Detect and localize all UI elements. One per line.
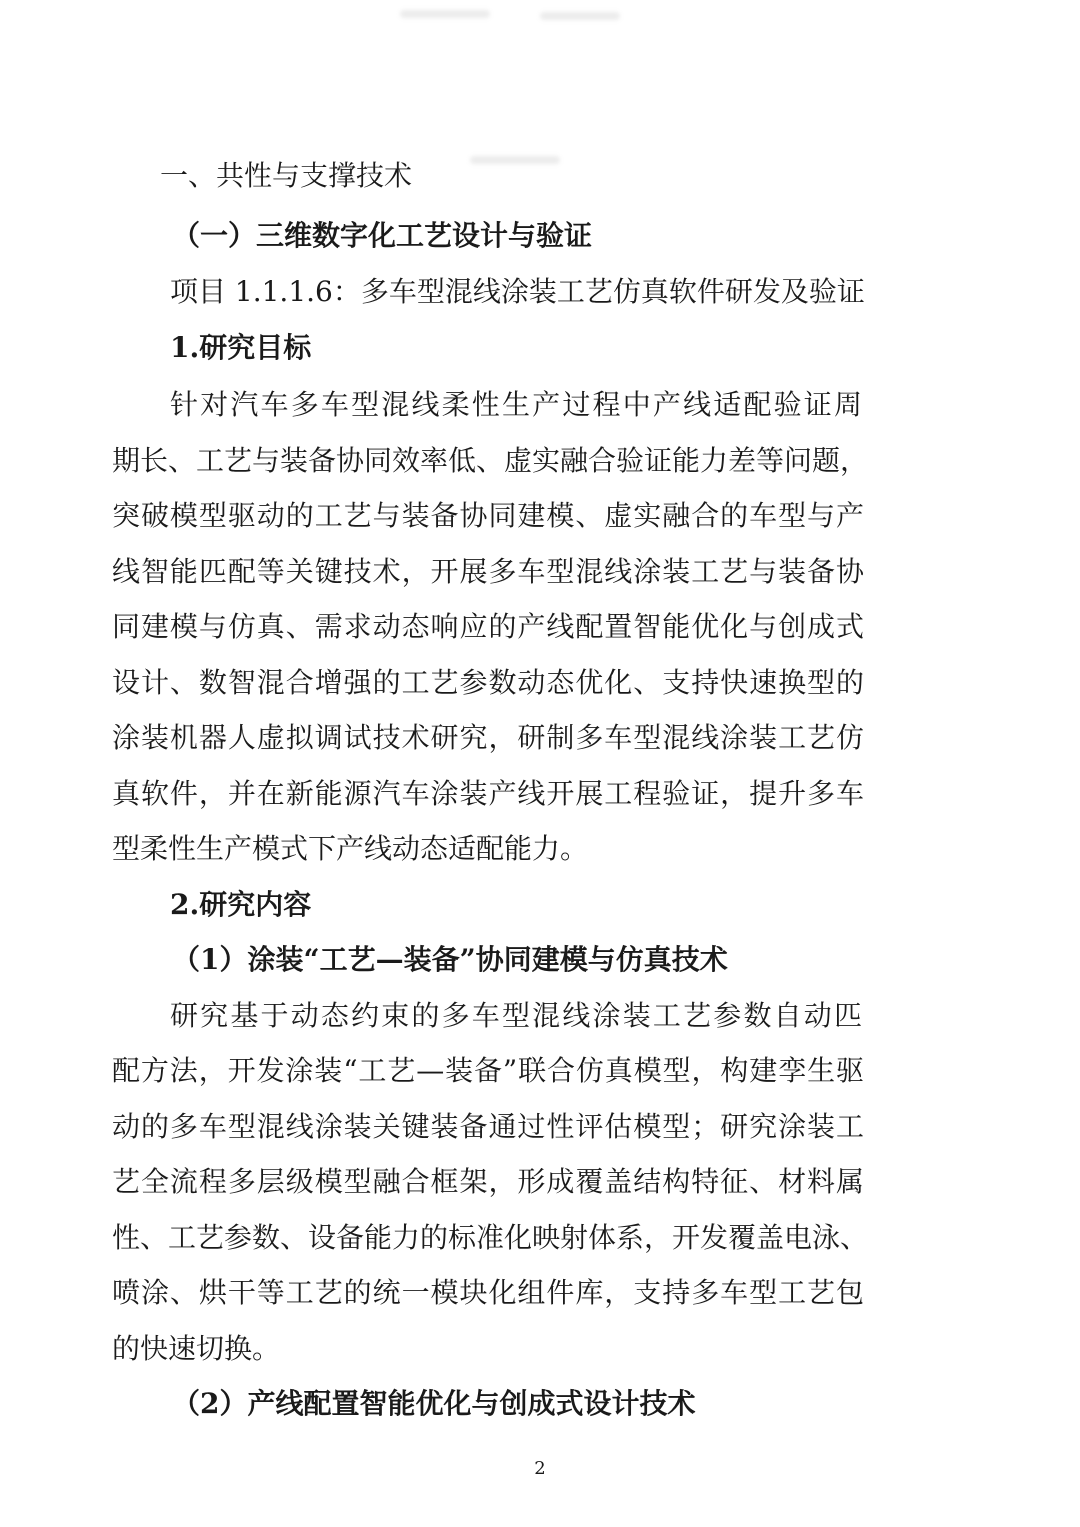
content-item2-heading: （2）产线配置智能优化与创成式设计技术 <box>172 1387 696 1420</box>
paragraph-line: 线智能匹配等关键技术，开展多车型混线涂装工艺与装备协 <box>112 555 864 588</box>
paragraph-line: 研究基于动态约束的多车型混线涂装工艺参数自动匹 <box>170 999 862 1032</box>
paragraph-line: 真软件，并在新能源汽车涂装产线开展工程验证，提升多车 <box>112 777 864 810</box>
paragraph-line: 型柔性生产模式下产线动态适配能力。 <box>112 832 589 865</box>
content-item1-heading: （1）涂装“工艺—装备”协同建模与仿真技术 <box>172 943 728 976</box>
project-title: 项目 1.1.1.6：多车型混线涂装工艺仿真软件研发及验证 <box>170 275 865 308</box>
section-title: 一、共性与支撑技术 <box>160 159 413 192</box>
subsection-title: （一）三维数字化工艺设计与验证 <box>172 219 593 252</box>
scan-smudge <box>540 12 620 20</box>
paragraph-line: 喷涂、烘干等工艺的统一模块化组件库，支持多车型工艺包 <box>112 1276 864 1309</box>
paragraph-line: 配方法，开发涂装“工艺—装备”联合仿真模型，构建孪生驱 <box>112 1054 864 1087</box>
paragraph-line: 动的多车型混线涂装关键装备通过性评估模型；研究涂装工 <box>112 1110 864 1143</box>
research-goal-heading: 1.研究目标 <box>170 331 312 364</box>
paragraph-line: 突破模型驱动的工艺与装备协同建模、虚实融合的车型与产 <box>112 499 864 532</box>
research-content-heading: 2.研究内容 <box>170 888 312 921</box>
page-number: 2 <box>534 1458 546 1479</box>
scan-smudge <box>470 156 560 164</box>
paragraph-line: 艺全流程多层级模型融合框架，形成覆盖结构特征、材料属 <box>112 1165 864 1198</box>
paragraph-line: 性、工艺参数、设备能力的标准化映射体系，开发覆盖电泳、 <box>112 1221 869 1254</box>
paragraph-line: 涂装机器人虚拟调试技术研究，研制多车型混线涂装工艺仿 <box>112 721 864 754</box>
scan-smudge <box>400 10 490 18</box>
paragraph-line: 同建模与仿真、需求动态响应的产线配置智能优化与创成式 <box>112 610 864 643</box>
paragraph-line: 的快速切换。 <box>112 1332 281 1365</box>
paragraph-line: 针对汽车多车型混线柔性生产过程中产线适配验证周 <box>170 388 862 421</box>
paragraph-line: 设计、数智混合增强的工艺参数动态优化、支持快速换型的 <box>112 666 864 699</box>
paragraph-line: 期长、工艺与装备协同效率低、虚实融合验证能力差等问题， <box>112 444 869 477</box>
